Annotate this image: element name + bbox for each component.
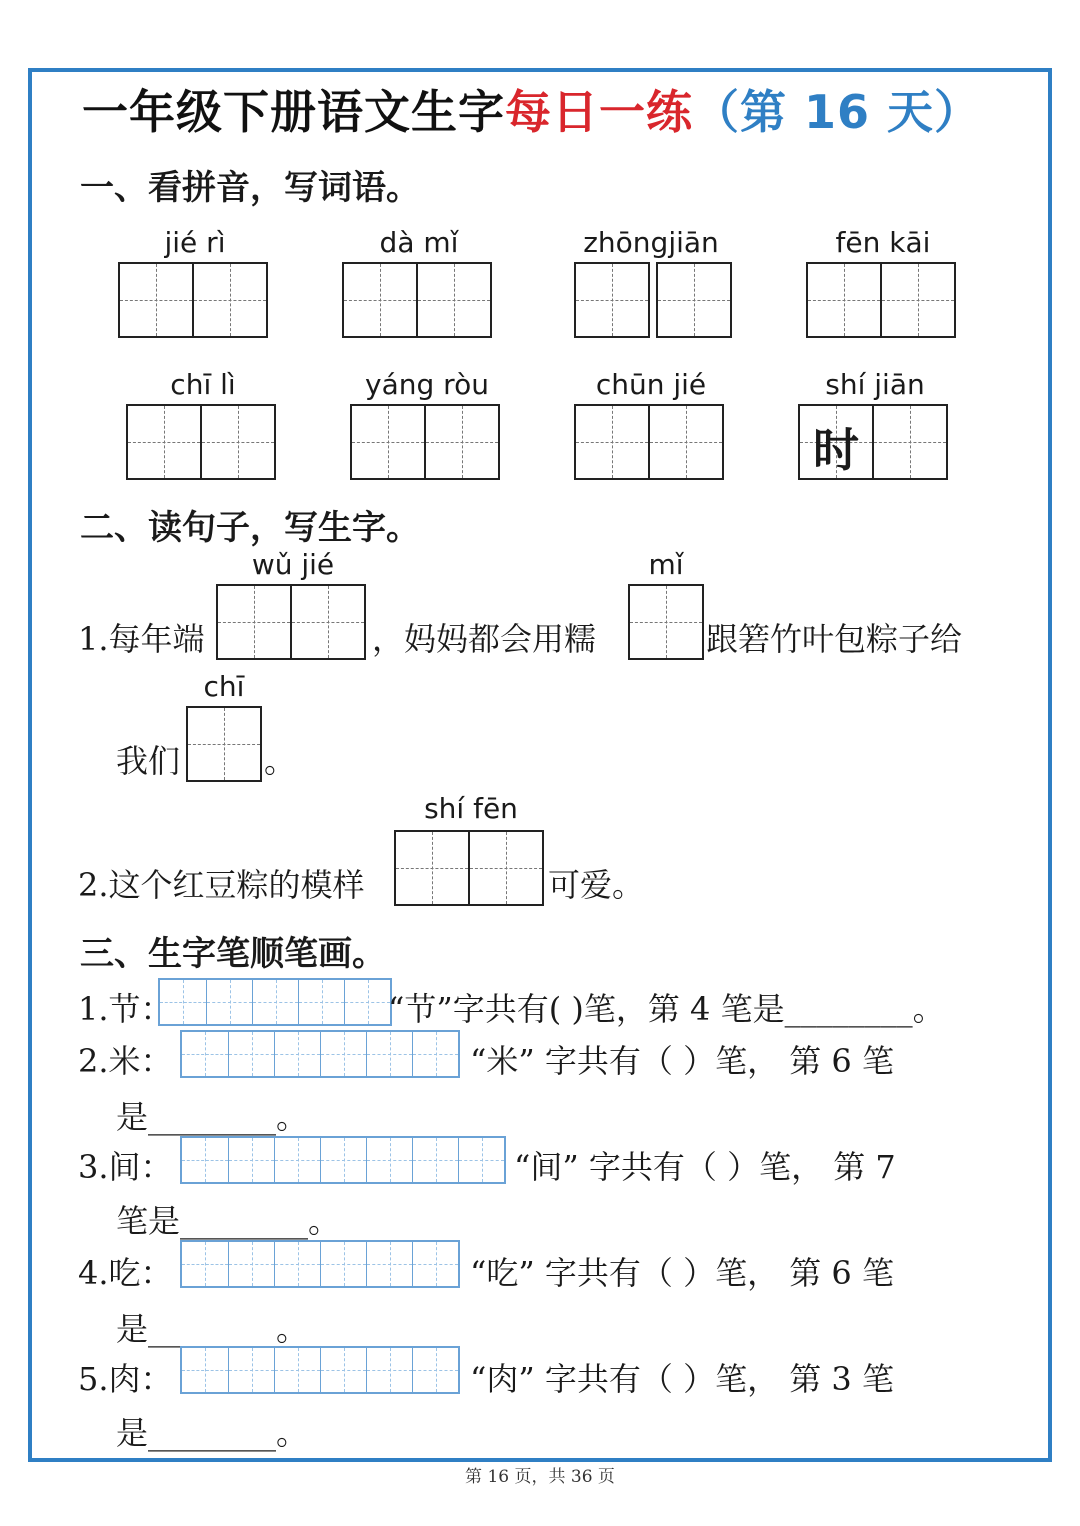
section3-heading: 三、生字笔顺笔画。: [80, 934, 386, 974]
example-char: 时: [813, 423, 859, 477]
char-cell[interactable]: [350, 404, 426, 480]
stroke-item-3-cont: 笔是________。: [116, 1202, 341, 1240]
sentence2-grid[interactable]: [394, 830, 544, 906]
page-footer: 第 16 页，共 36 页: [465, 1467, 615, 1487]
pinyin-shifen: shí fēn: [424, 792, 518, 825]
char-cell[interactable]: [394, 830, 470, 906]
pinyin-5: chī lì: [170, 368, 236, 401]
sentence1-grid-3[interactable]: [186, 706, 262, 782]
word-grid-2[interactable]: [342, 262, 492, 338]
pinyin-7: chūn jié: [595, 368, 707, 401]
pinyin-2: dà mǐ: [379, 226, 459, 259]
sentence2-prefix: 2.这个红豆粽的模样: [78, 866, 365, 904]
sentence1-line2-prefix: 我们: [116, 742, 181, 780]
stroke-item-2-cont: 是________。: [116, 1098, 309, 1136]
char-cell[interactable]: [806, 262, 882, 338]
stroke-item-5-cont: 是________。: [116, 1414, 309, 1452]
word-grid-4[interactable]: [806, 262, 956, 338]
word-grid-5[interactable]: [126, 404, 276, 480]
pinyin-1: jié rì: [164, 226, 226, 259]
stroke-item-5-text: “肉” 字共有（ ）笔， 第 3 笔: [470, 1360, 894, 1398]
char-cell[interactable]: [468, 830, 544, 906]
stroke-item-1-label: 1.节：: [78, 990, 173, 1028]
sentence1-prefix: 1.每年端: [78, 620, 205, 658]
pinyin-8: shí jiān: [825, 368, 925, 401]
pinyin-4: fēn kāi: [835, 226, 931, 259]
stroke-item-1-text: “节”字共有( )笔，第 4 笔是________。: [388, 990, 945, 1028]
char-cell[interactable]: [656, 262, 732, 338]
title-daily: 每日一练: [505, 85, 693, 139]
char-cell[interactable]: [424, 404, 500, 480]
title-day: （第 16 天）: [693, 85, 982, 139]
char-cell[interactable]: [200, 404, 276, 480]
pinyin-chi: chī: [203, 670, 245, 703]
char-cell[interactable]: [216, 584, 292, 660]
section1-heading: 一、看拼音，写词语。: [80, 168, 420, 208]
stroke-grid-1[interactable]: [158, 978, 392, 1026]
stroke-item-3-label: 3.间：: [78, 1148, 173, 1186]
char-cell[interactable]: [186, 706, 262, 782]
char-cell[interactable]: [628, 584, 704, 660]
word-grid-3[interactable]: [574, 262, 732, 338]
char-cell[interactable]: [126, 404, 202, 480]
title-grade: 一年级下册语文生字: [82, 85, 505, 139]
char-cell[interactable]: [118, 262, 194, 338]
char-cell[interactable]: [574, 262, 650, 338]
stroke-item-2-text: “米” 字共有（ ）笔， 第 6 笔: [470, 1042, 894, 1080]
stroke-item-3-text: “间” 字共有（ ）笔， 第 7: [514, 1148, 896, 1186]
pinyin-3: zhōngjiān: [583, 226, 719, 259]
char-cell[interactable]: [290, 584, 366, 660]
stroke-grid-3[interactable]: [180, 1136, 506, 1184]
word-grid-8[interactable]: [798, 404, 948, 480]
char-cell[interactable]: [872, 404, 948, 480]
word-grid-1[interactable]: [118, 262, 268, 338]
stroke-item-4-cont: 是________。: [116, 1310, 309, 1348]
pinyin-mi: mǐ: [648, 548, 684, 581]
char-cell[interactable]: [880, 262, 956, 338]
stroke-item-5-label: 5.肉：: [78, 1360, 173, 1398]
stroke-item-4-text: “吃” 字共有（ ）笔， 第 6 笔: [470, 1254, 894, 1292]
stroke-item-2-label: 2.米：: [78, 1042, 173, 1080]
stroke-grid-2[interactable]: [180, 1030, 460, 1078]
char-cell[interactable]: [574, 404, 650, 480]
char-cell[interactable]: [342, 262, 418, 338]
pinyin-6: yáng ròu: [365, 368, 489, 401]
char-cell[interactable]: [648, 404, 724, 480]
sentence1-grid-1[interactable]: [216, 584, 366, 660]
char-cell[interactable]: [798, 404, 874, 480]
sentence2-suffix: 可爱。: [548, 866, 645, 904]
char-cell[interactable]: [416, 262, 492, 338]
stroke-grid-5[interactable]: [180, 1346, 460, 1394]
sentence1-grid-2[interactable]: [628, 584, 704, 660]
stroke-item-4-label: 4.吃：: [78, 1254, 173, 1292]
char-cell[interactable]: [192, 262, 268, 338]
pinyin-wujie: wǔ jié: [251, 548, 335, 581]
section2-heading: 二、读句子，写生字。: [80, 508, 420, 548]
page-title: [82, 76, 981, 142]
word-grid-7[interactable]: [574, 404, 724, 480]
sentence1-line2-suffix: 。: [264, 742, 297, 780]
sentence1-mid: ，妈妈都会用糯: [372, 620, 597, 658]
stroke-grid-4[interactable]: [180, 1240, 460, 1288]
word-grid-6[interactable]: [350, 404, 500, 480]
sentence1-suffix: 跟箬竹叶包粽子给: [706, 620, 963, 658]
